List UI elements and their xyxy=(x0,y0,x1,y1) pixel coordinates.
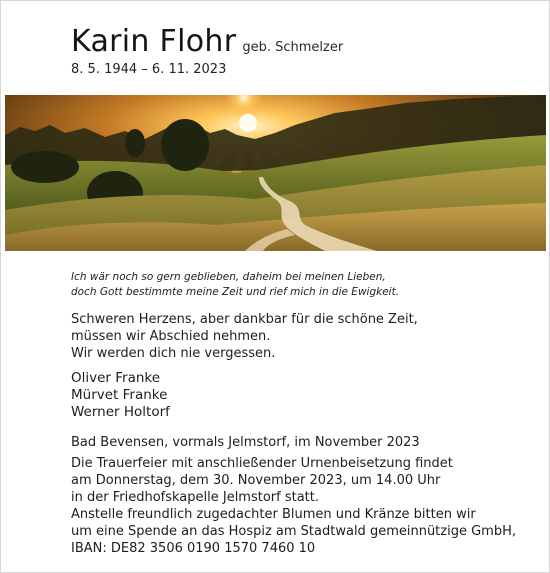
sunset-landscape-image xyxy=(5,95,546,251)
landscape-photo-icon xyxy=(5,95,546,251)
mourners-list xyxy=(71,370,170,421)
header xyxy=(71,24,343,59)
quote-line: Ich wär noch so gern geblieben, daheim bei meinen Lieben, xyxy=(71,271,386,283)
mourner-name: Mürvet Franke xyxy=(71,387,168,403)
maiden-name: geb. Schmelzer xyxy=(242,40,344,55)
deceased-name: Karin Flohr xyxy=(71,24,237,59)
funeral-line: Die Trauerfeier mit anschließender Urnenbeisetzung findet xyxy=(71,456,453,471)
message-line: Wir werden dich nie vergessen. xyxy=(71,346,276,361)
donation-line: IBAN: DE82 3506 0190 1570 7460 10 xyxy=(71,541,316,556)
donation-line: Anstelle freundlich zugedachter Blumen und Kränze bitten wir xyxy=(71,507,476,522)
funeral-line: in der Friedhofskapelle Jelmstorf statt. xyxy=(71,490,320,505)
memorial-quote xyxy=(71,270,531,300)
donation-request xyxy=(71,506,516,557)
funeral-details xyxy=(71,455,453,506)
quote-line: doch Gott bestimmte meine Zeit und rief mich in die Ewigkeit. xyxy=(71,286,400,298)
donation-line: um eine Spende an das Hospiz am Stadtwald gemeinnützige GmbH, xyxy=(71,524,516,539)
place-and-date: Bad Bevensen, vormals Jelmstorf, im November 2023 xyxy=(71,435,420,450)
message-line: Schweren Herzens, aber dankbar für die schöne Zeit, xyxy=(71,312,418,327)
mourner-name: Werner Holtorf xyxy=(71,404,170,420)
funeral-line: am Donnerstag, dem 30. November 2023, um 14.00 Uhr xyxy=(71,473,441,488)
message-line: müssen wir Abschied nehmen. xyxy=(71,329,271,344)
mourner-name: Oliver Franke xyxy=(71,370,161,386)
farewell-message xyxy=(71,311,418,362)
life-dates: 8. 5. 1944 – 6. 11. 2023 xyxy=(71,62,227,77)
